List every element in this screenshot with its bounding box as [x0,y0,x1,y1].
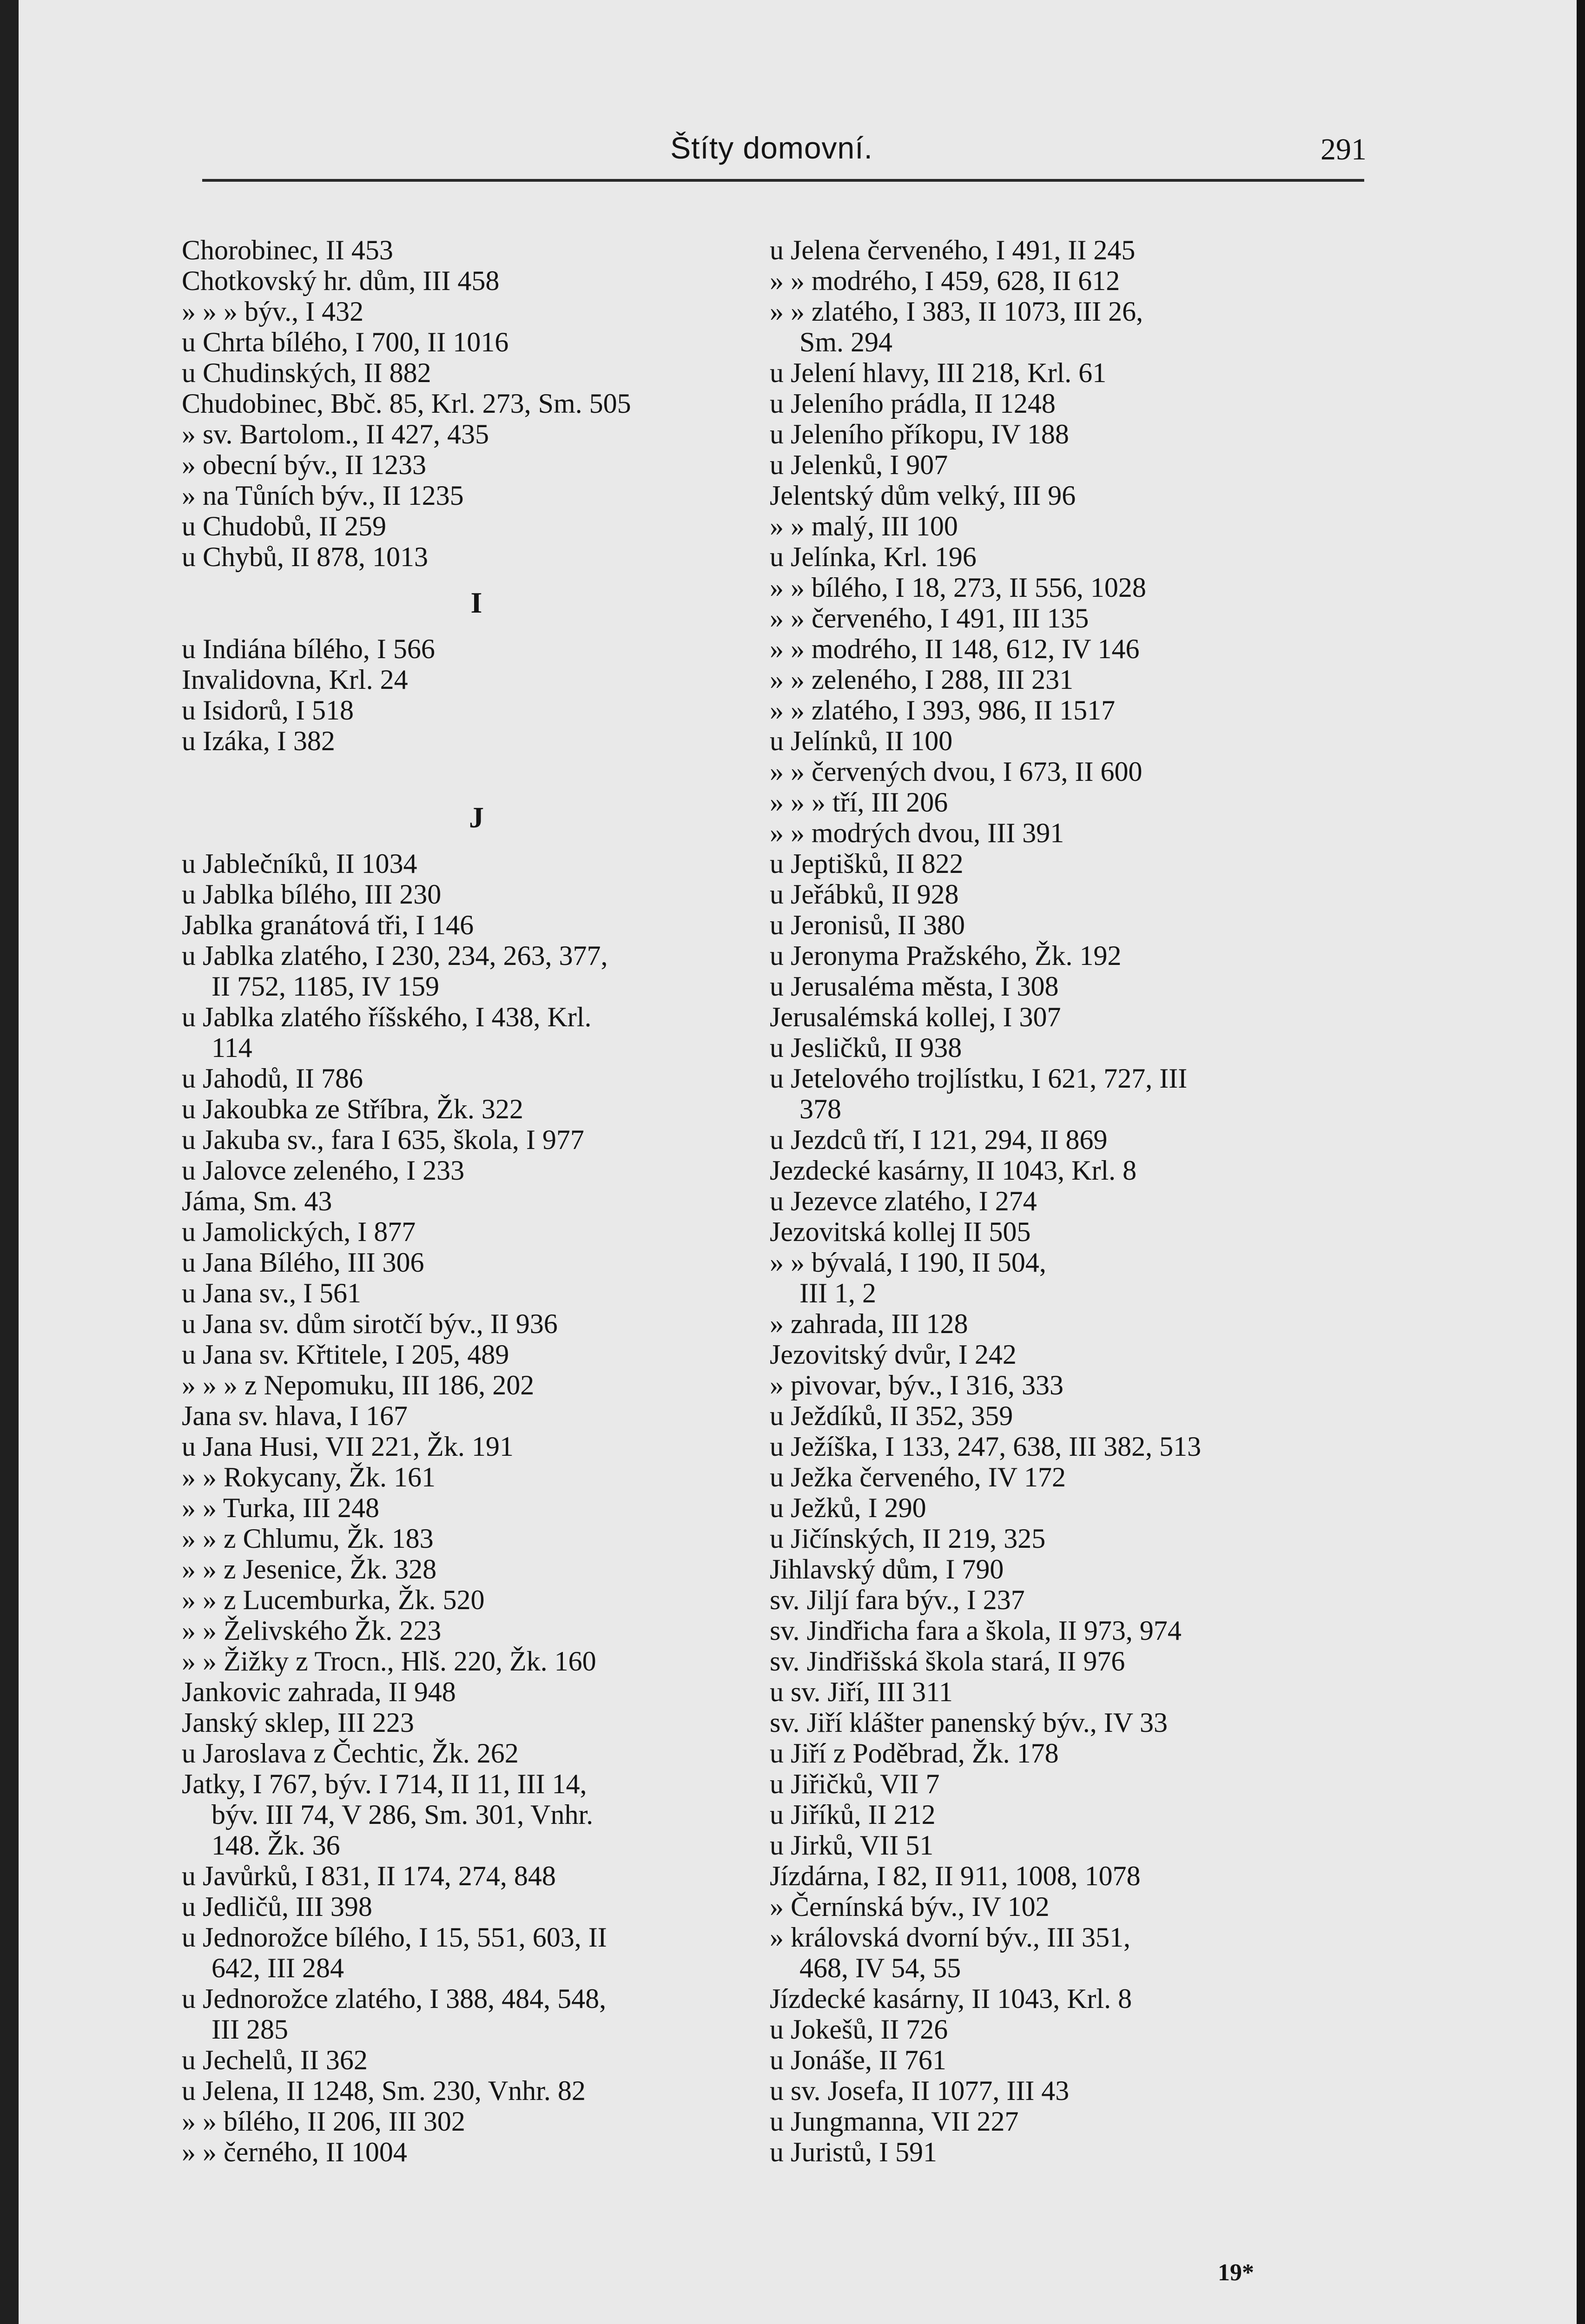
index-entry: sv. Jindřicha fara a škola, II 973, 974 [770,1615,1182,1646]
index-entry: u Jelínků, II 100 [770,726,953,756]
index-column-left [179,235,774,2167]
index-entry: 148. Žk. 36 [211,1830,340,1861]
index-entry: u Jamolických, I 877 [182,1216,416,1247]
index-entry: u Jablka zlatého říšského, I 438, Krl. [182,1002,592,1032]
index-entry: u Jiřičků, VII 7 [770,1769,940,1799]
index-entry: u Indiána bílého, I 566 [182,634,435,664]
index-entry: u sv. Josefa, II 1077, III 43 [770,2075,1070,2106]
index-entry: » zahrada, III 128 [770,1308,968,1339]
index-entry: Chorobinec, II 453 [182,235,393,265]
index-entry: » » červeného, I 491, III 135 [770,603,1089,634]
index-entry: » » bývalá, I 190, II 504, [770,1247,1046,1278]
index-entry: » » zeleného, I 288, III 231 [770,664,1074,695]
index-entry: u Jelení hlavy, III 218, Krl. 61 [770,357,1107,388]
index-entry: » » z Lucemburka, Žk. 520 [182,1585,485,1615]
index-entry: u Jesličků, II 938 [770,1032,962,1063]
index-column-right [767,235,1362,2167]
page-edge-shadow [0,0,19,2324]
spacer [179,756,774,787]
index-entry: u Jirků, VII 51 [770,1830,934,1861]
index-entry: » pivovar, býv., I 316, 333 [770,1370,1063,1400]
index-entry: » královská dvorní býv., III 351, [770,1922,1130,1953]
index-entry: u Jakuba sv., fara I 635, škola, I 977 [182,1124,584,1155]
index-entry: u Jana sv. Křtitele, I 205, 489 [182,1339,509,1370]
index-entry: u Jeptišků, II 822 [770,848,964,879]
index-entry: » » » z Nepomuku, III 186, 202 [182,1370,535,1400]
index-entry: u Jeronyma Pražského, Žk. 192 [770,940,1122,971]
index-entry: u Chrta bílého, I 700, II 1016 [182,327,509,357]
index-entry: 378 [799,1094,841,1124]
index-entry: u Ježíška, I 133, 247, 638, III 382, 513 [770,1431,1202,1462]
index-entry: u Jezevce zlatého, I 274 [770,1186,1037,1216]
index-entry: u Jerusaléma města, I 308 [770,971,1059,1002]
index-entry: » » bílého, II 206, III 302 [182,2106,465,2137]
index-entry: u Isidorů, I 518 [182,695,354,726]
index-entry: sv. Jiljí fara býv., I 237 [770,1585,1025,1615]
index-entry: sv. Jiří klášter panenský býv., IV 33 [770,1707,1168,1738]
index-entry: u Izáka, I 382 [182,726,335,756]
index-entry: u Jednorožce zlatého, I 388, 484, 548, [182,1983,607,2014]
index-entry: » » z Jesenice, Žk. 328 [182,1554,437,1585]
index-entry: u Jechelů, II 362 [182,2045,368,2075]
index-entry: » sv. Bartolom., II 427, 435 [182,419,489,449]
index-entry: u Chybů, II 878, 1013 [182,541,428,572]
index-entry: Jízdárna, I 82, II 911, 1008, 1078 [770,1861,1141,1891]
index-entry: Jezdecké kasárny, II 1043, Krl. 8 [770,1155,1137,1186]
index-entry: u Jelínka, Krl. 196 [770,541,977,572]
index-entry: Jablka granátová tři, I 146 [182,910,474,940]
index-entry: Jana sv. hlava, I 167 [182,1400,408,1431]
index-entry: » » modrých dvou, III 391 [770,818,1064,848]
index-entry: Sm. 294 [799,327,893,357]
index-entry: u Jana sv. dům sirotčí býv., II 936 [182,1308,558,1339]
index-entry: Jezovitský dvůr, I 242 [770,1339,1017,1370]
index-entry: u Jahodů, II 786 [182,1063,363,1094]
index-entry: u Jeleního prádla, II 1248 [770,388,1056,419]
index-entry: sv. Jindřišská škola stará, II 976 [770,1646,1125,1677]
index-entry: III 285 [211,2014,288,2045]
index-entry: u Jakoubka ze Stříbra, Žk. 322 [182,1094,523,1124]
index-entry: u Chudinských, II 882 [182,357,431,388]
index-entry: u Jelenků, I 907 [770,449,948,480]
index-entry: » » Rokycany, Žk. 161 [182,1462,436,1492]
index-entry: u Jelena, II 1248, Sm. 230, Vnhr. 82 [182,2075,586,2106]
header-rule [202,179,1364,182]
index-entry: » na Tůních býv., II 1235 [182,480,464,511]
index-entry: u sv. Jiří, III 311 [770,1677,953,1707]
index-entry: Invalidovna, Krl. 24 [182,664,408,695]
index-entry: u Jana Bílého, III 306 [182,1247,424,1278]
index-entry: » » zlatého, I 393, 986, II 1517 [770,695,1116,726]
index-entry: u Javůrků, I 831, II 174, 274, 848 [182,1861,556,1891]
index-entry: u Jeleního příkopu, IV 188 [770,419,1069,449]
index-entry: Chotkovský hr. dům, III 458 [182,265,500,296]
index-entry: II 752, 1185, IV 159 [211,971,439,1002]
index-entry: » » modrého, I 459, 628, II 612 [770,265,1120,296]
index-entry: u Jana sv., I 561 [182,1278,362,1308]
index-entry: u Jana Husi, VII 221, Žk. 191 [182,1431,514,1462]
index-entry: Jelentský dům velký, III 96 [770,480,1076,511]
index-entry: u Jablečníků, II 1034 [182,848,417,879]
index-entry: » » » býv., I 432 [182,296,364,327]
signature-mark: 19* [1218,2259,1254,2286]
index-entry: » Černínská býv., IV 102 [770,1891,1050,1922]
index-entry: u Jungmanna, VII 227 [770,2106,1019,2137]
index-entry: Jezovitská kollej II 505 [770,1216,1031,1247]
index-entry: u Jiříků, II 212 [770,1799,936,1830]
index-entry: » » Žižky z Trocn., Hlš. 220, Žk. 160 [182,1646,596,1677]
index-entry: » » červených dvou, I 673, II 600 [770,756,1143,787]
section-letter: J [469,801,484,834]
index-entry: u Jiří z Poděbrad, Žk. 178 [770,1738,1059,1769]
index-entry: » » Želivského Žk. 223 [182,1615,442,1646]
index-entry: u Jednorožce bílého, I 15, 551, 603, II [182,1922,607,1953]
index-entry: Jáma, Sm. 43 [182,1186,332,1216]
index-entry: Jerusalémská kollej, I 307 [770,1002,1061,1032]
index-entry: u Chudobů, II 259 [182,511,386,541]
index-entry: u Ježků, I 290 [770,1492,926,1523]
page-header [177,130,1367,186]
index-entry: Jatky, I 767, býv. I 714, II 11, III 14, [182,1769,587,1799]
index-entry: » » » tří, III 206 [770,787,948,818]
index-entry: u Jokešů, II 726 [770,2014,948,2045]
index-entry: u Juristů, I 591 [770,2137,937,2167]
index-entry: u Ježdíků, II 352, 359 [770,1400,1013,1431]
book-page [19,0,1577,2324]
index-entry: u Jeřábků, II 928 [770,879,959,910]
index-entry: III 1, 2 [799,1278,876,1308]
index-entry: » obecní býv., II 1233 [182,449,426,480]
index-entry: u Jetelového trojlístku, I 621, 727, III [770,1063,1188,1094]
index-entry: u Ježka červeného, IV 172 [770,1462,1066,1492]
index-entry: u Jedličů, III 398 [182,1891,372,1922]
index-entry: u Jablka zlatého, I 230, 234, 263, 377, [182,940,608,971]
running-head: Štíty domovní. [670,131,873,165]
index-entry: u Jičínských, II 219, 325 [770,1523,1046,1554]
index-entry: u Jeronisů, II 380 [770,910,965,940]
index-entry: » » z Chlumu, Žk. 183 [182,1523,434,1554]
index-entry: Jízdecké kasárny, II 1043, Krl. 8 [770,1983,1132,2014]
index-entry: 642, III 284 [211,1953,344,1983]
index-entry: » » modrého, II 148, 612, IV 146 [770,634,1140,664]
index-entry: Chudobinec, Bbč. 85, Krl. 273, Sm. 505 [182,388,631,419]
index-entry: 114 [211,1032,252,1063]
index-entry: » » malý, III 100 [770,511,958,541]
page-number: 291 [1321,132,1367,166]
index-entry: býv. III 74, V 286, Sm. 301, Vnhr. [211,1799,594,1830]
index-entry: » » černého, II 1004 [182,2137,407,2167]
index-entry: u Jalovce zeleného, I 233 [182,1155,465,1186]
index-entry: u Jablka bílého, III 230 [182,879,442,910]
index-entry: 468, IV 54, 55 [799,1953,961,1983]
index-entry: Janský sklep, III 223 [182,1707,414,1738]
index-entry: Jihlavský dům, I 790 [770,1554,1004,1585]
section-letter: I [470,586,482,619]
index-entry: » » zlatého, I 383, II 1073, III 26, [770,296,1143,327]
index-entry: u Jonáše, II 761 [770,2045,946,2075]
index-entry: u Jaroslava z Čechtic, Žk. 262 [182,1738,519,1769]
index-entry: » » bílého, I 18, 273, II 556, 1028 [770,572,1146,603]
index-entry: » » Turka, III 248 [182,1492,380,1523]
index-entry: u Jelena červeného, I 491, II 245 [770,235,1136,265]
index-entry: u Jezdců tří, I 121, 294, II 869 [770,1124,1108,1155]
index-entry: Jankovic zahrada, II 948 [182,1677,456,1707]
